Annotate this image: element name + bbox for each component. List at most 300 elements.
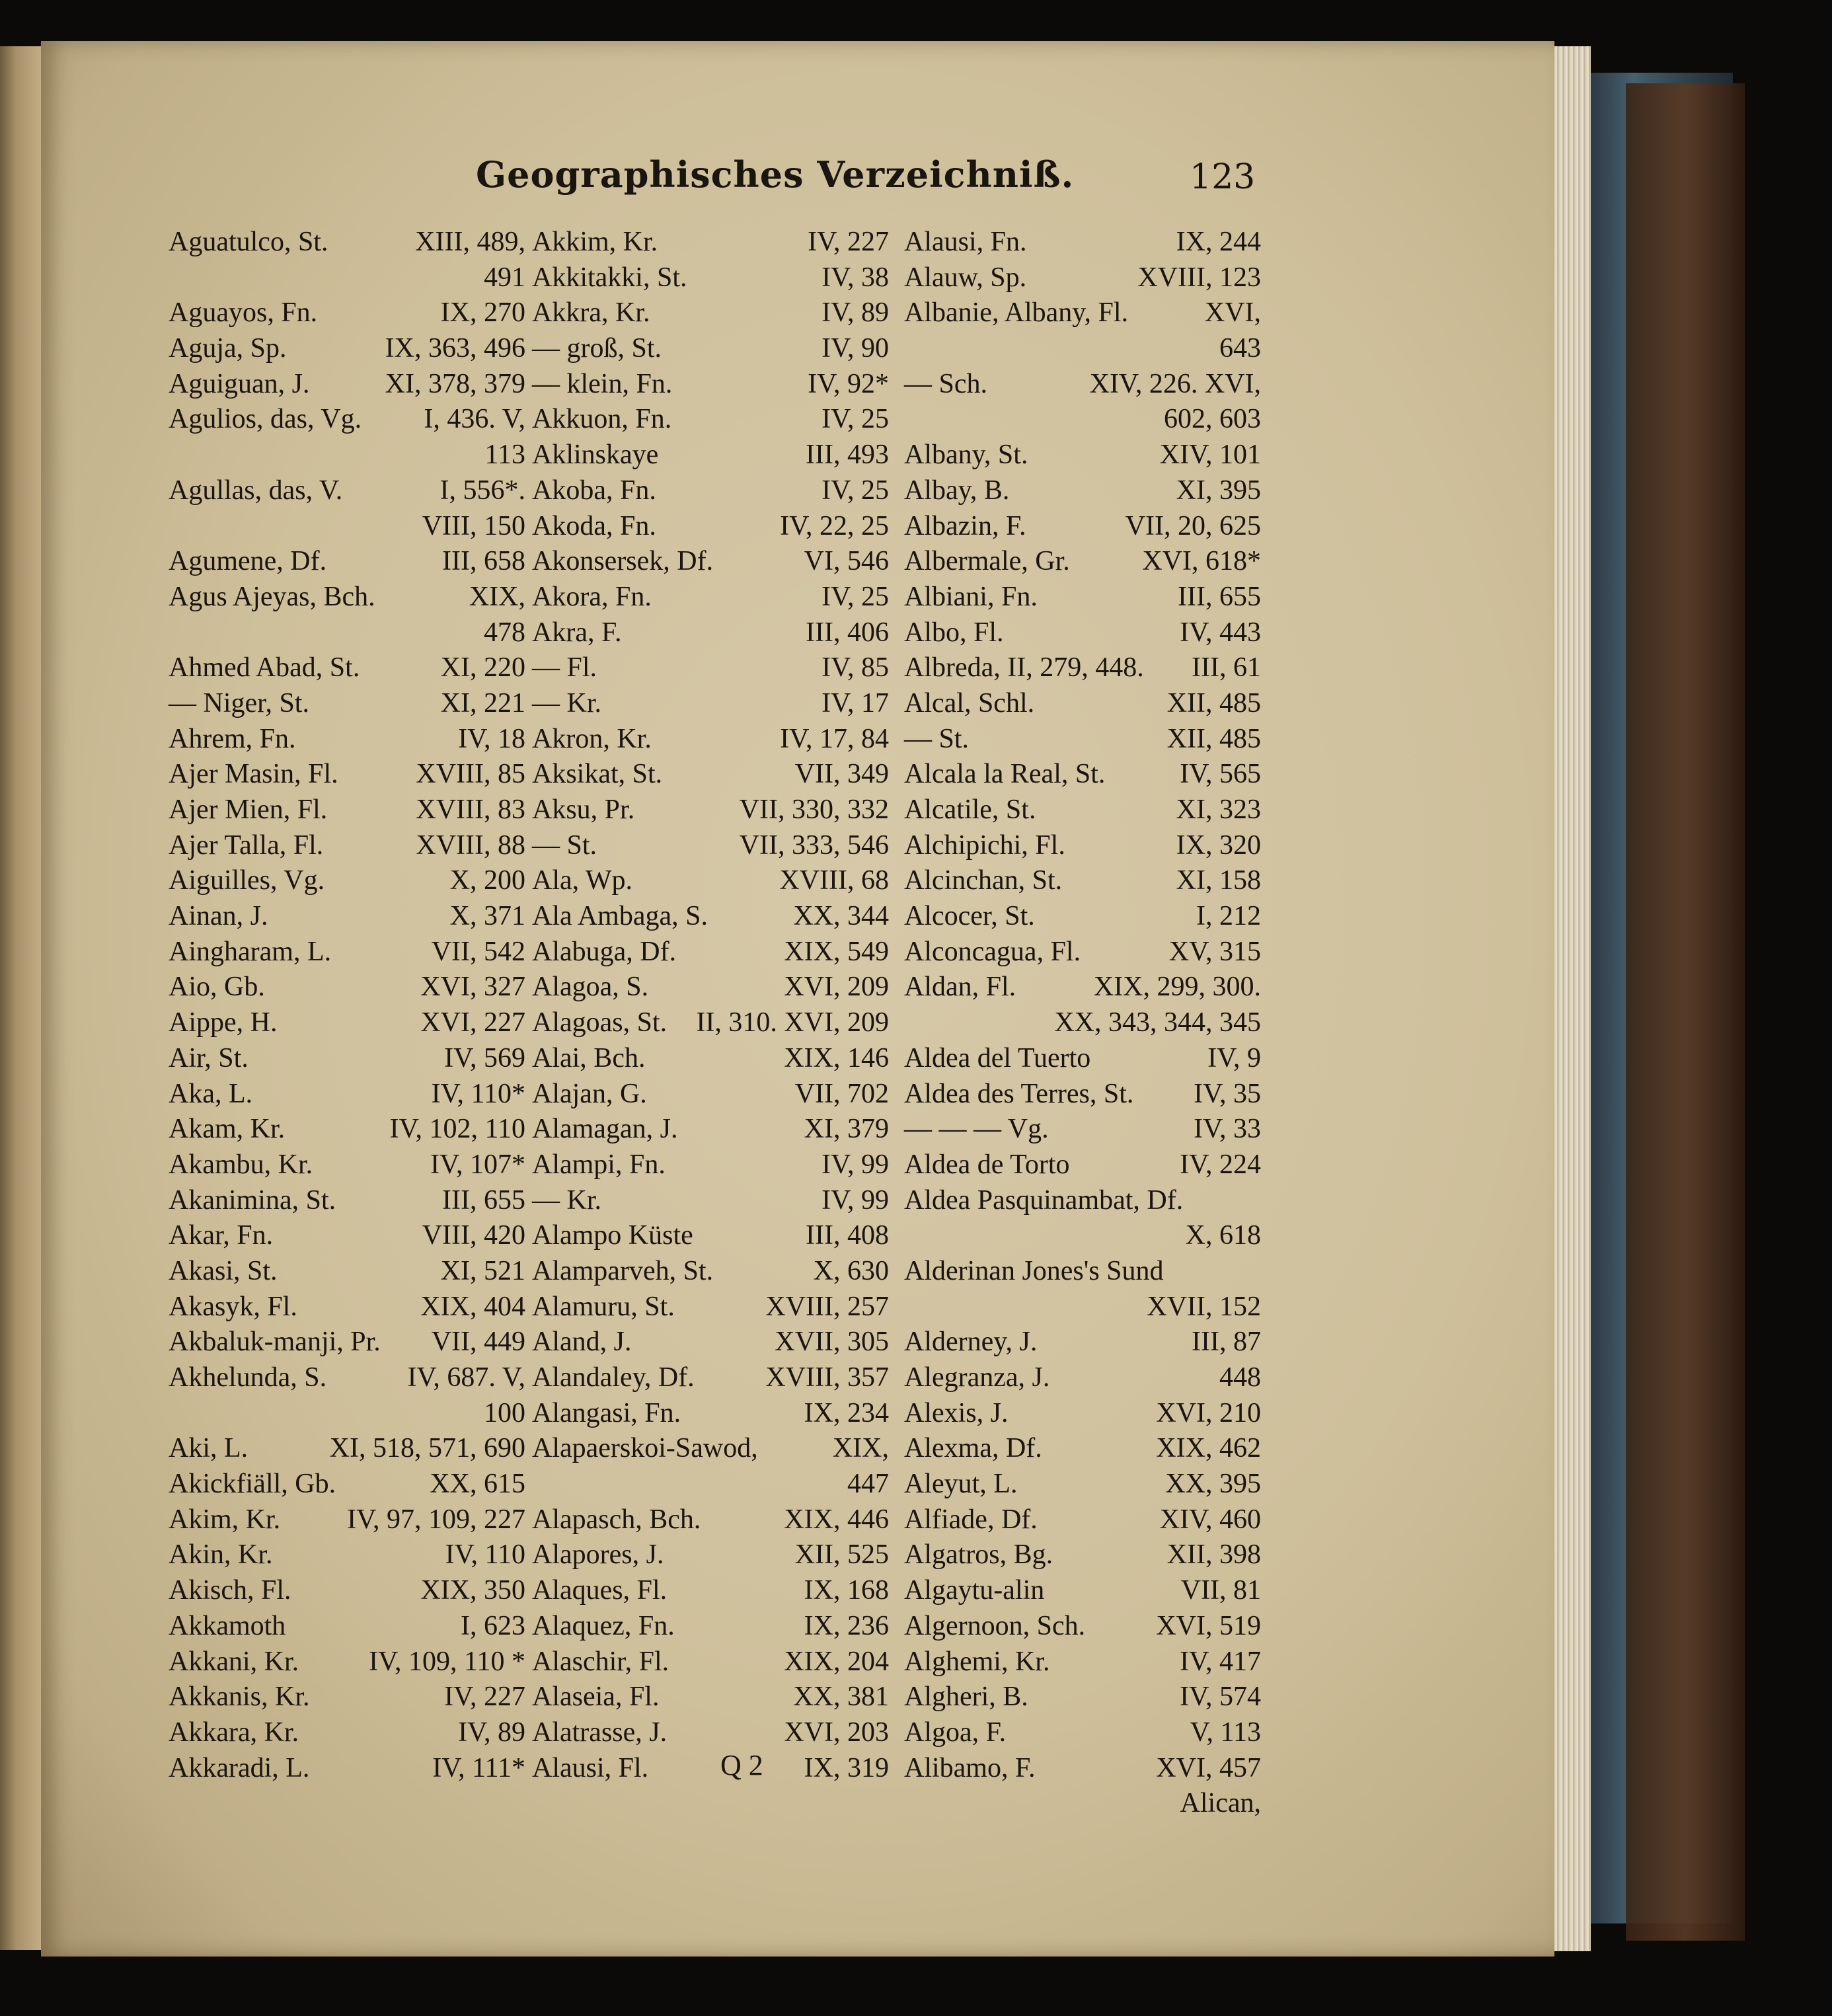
entry-reference: IV, 565: [1180, 759, 1261, 790]
entry-name: Alderinan Jones's Sund: [904, 1255, 1164, 1286]
index-entry: [532, 260, 889, 296]
index-entry: [904, 970, 1261, 1005]
entry-name: Alausi, Fl.: [532, 1752, 649, 1783]
index-column-2: [532, 225, 889, 1786]
index-entry: [532, 1715, 889, 1751]
index-entry: [532, 1290, 889, 1325]
index-entry: [532, 1502, 889, 1538]
index-entry: [169, 1680, 525, 1715]
entry-reference: XII, 398: [1166, 1539, 1261, 1570]
index-entry: [169, 1290, 525, 1325]
entry-name: Alfiade, Df.: [904, 1504, 1038, 1535]
entry-name: Aguja, Sp.: [169, 333, 287, 364]
entry-reference: VII, 702: [794, 1078, 889, 1109]
entry-name: Ala, Wp.: [532, 865, 633, 896]
entry-reference: IX, 270: [440, 297, 525, 329]
index-entry: [904, 935, 1261, 970]
entry-name: Aiguilles, Vg.: [169, 865, 325, 896]
index-entry: [904, 1077, 1261, 1112]
entry-reference: XVI, 203: [784, 1717, 889, 1748]
index-entry: [169, 1005, 525, 1041]
entry-name: Akkamoth: [169, 1610, 286, 1641]
entry-reference: XVIII, 123: [1137, 262, 1261, 293]
entry-reference: IX, 363, 496: [385, 333, 525, 364]
entry-reference: XI, 518, 571, 690: [329, 1433, 525, 1464]
entry-name: Alapaerskoi-Sawod,: [532, 1433, 758, 1464]
index-entry: [169, 1537, 525, 1573]
entry-name: Akkara, Kr.: [169, 1717, 299, 1748]
entry-name: Albermale, Gr.: [904, 546, 1070, 577]
entry-name: Akkitakki, St.: [532, 262, 687, 293]
entry-name: Air, St.: [169, 1042, 248, 1073]
entry-reference: IV, 33: [1194, 1114, 1261, 1145]
index-entry: [532, 402, 889, 438]
entry-name: Aki, L.: [169, 1433, 248, 1464]
entry-name: Akbaluk-manji, Pr.: [169, 1327, 381, 1358]
entry-reference: XII, 485: [1166, 723, 1261, 754]
entry-name: Alamuru, St.: [532, 1291, 675, 1322]
index-entry: [169, 1396, 525, 1432]
index-entry: [532, 438, 889, 473]
entry-name: Alaquez, Fn.: [532, 1610, 675, 1641]
entry-reference: IX, 168: [804, 1575, 889, 1606]
entry-name: Agulios, das, Vg.: [169, 404, 362, 435]
index-entry: [169, 650, 525, 686]
entry-reference: XVIII, 68: [779, 865, 889, 896]
index-entry: [904, 1218, 1261, 1254]
entry-name: Alajan, G.: [532, 1078, 647, 1109]
entry-name: Akin, Kr.: [169, 1539, 273, 1570]
index-entry: [169, 1431, 525, 1467]
entry-name: Akkim, Kr.: [532, 227, 658, 257]
entry-reference: XVI, 327: [420, 972, 525, 1003]
entry-name: — — — Vg.: [904, 1114, 1049, 1145]
entry-name: Alghemi, Kr.: [904, 1646, 1050, 1677]
entry-reference: IV, 92*: [808, 368, 889, 399]
entry-name: Aldea de Torto: [904, 1149, 1070, 1180]
entry-reference: VII, 542: [431, 936, 525, 967]
entry-name: Ajer Masin, Fl.: [169, 759, 338, 790]
entry-reference: IV, 110*: [431, 1078, 525, 1109]
entry-reference: XVI,: [1204, 297, 1261, 329]
entry-reference: III, 406: [806, 617, 889, 648]
index-entry: [169, 1147, 525, 1183]
index-entry: [904, 438, 1261, 473]
index-entry: [532, 509, 889, 545]
index-entry: [169, 757, 525, 793]
index-entry: [532, 650, 889, 686]
index-entry: [532, 1218, 889, 1254]
index-entry: [532, 1680, 889, 1715]
entry-reference: XX, 615: [430, 1469, 525, 1500]
entry-name: Ahrem, Fn.: [169, 723, 296, 754]
entry-reference: XX, 343, 344, 345: [1054, 1007, 1261, 1038]
index-entry: [169, 1077, 525, 1112]
entry-reference: VI, 546: [804, 546, 889, 577]
entry-reference: XX, 381: [793, 1682, 889, 1713]
entry-name: Aland, J.: [532, 1327, 632, 1358]
index-entry: [169, 722, 525, 757]
index-entry: [532, 1147, 889, 1183]
entry-reference: VII, 333, 546: [739, 830, 889, 861]
entry-name: Alandaley, Df.: [532, 1362, 695, 1393]
entry-reference: II, 310. XVI, 209: [696, 1007, 889, 1038]
entry-name: Alibamo, F.: [904, 1752, 1036, 1783]
index-entry: [169, 1325, 525, 1360]
entry-reference: XVIII, 88: [416, 830, 525, 861]
entry-name: Albazin, F.: [904, 510, 1026, 541]
entry-reference: IV, 97, 109, 227: [347, 1504, 525, 1535]
entry-reference: XIX, 462: [1156, 1433, 1261, 1464]
index-entry: [532, 899, 889, 935]
entry-name: Alatrasse, J.: [532, 1717, 668, 1748]
index-entry: [904, 1325, 1261, 1360]
entry-name: Akonsersek, Df.: [532, 546, 714, 577]
entry-name: Albiani, Fn.: [904, 581, 1038, 612]
entry-reference: IV, 25: [821, 404, 889, 435]
index-entry: [532, 544, 889, 580]
entry-reference: IV, 227: [444, 1682, 525, 1713]
index-entry: [904, 1537, 1261, 1573]
index-entry: [904, 1431, 1261, 1467]
index-entry: [904, 1609, 1261, 1645]
index-entry: [904, 899, 1261, 935]
entry-reference: IV, 22, 25: [780, 510, 889, 541]
entry-reference: 602, 603: [1164, 404, 1261, 435]
entry-reference: I, 623: [461, 1610, 525, 1641]
index-entry: [904, 1680, 1261, 1715]
entry-name: Akkani, Kr.: [169, 1646, 299, 1677]
entry-name: Ala Ambaga, S.: [532, 901, 708, 932]
entry-reference: IV, 35: [1194, 1078, 1261, 1109]
index-entry: [532, 1183, 889, 1219]
entry-name: Akhelunda, S.: [169, 1362, 327, 1393]
entry-name: Akambu, Kr.: [169, 1149, 313, 1180]
entry-name: Alagoa, S.: [532, 972, 649, 1003]
entry-reference: XVIII, 257: [765, 1291, 889, 1322]
index-entry: [904, 1041, 1261, 1077]
index-entry: [904, 615, 1261, 651]
entry-reference: XVI, 457: [1156, 1752, 1261, 1783]
index-entry: [904, 686, 1261, 722]
index-entry: [169, 1645, 525, 1680]
entry-name: Akkaradi, L.: [169, 1752, 310, 1783]
entry-name: Aguatulco, St.: [169, 227, 328, 257]
entry-reference: IV, 110: [445, 1539, 525, 1570]
entry-name: — Sch.: [904, 368, 987, 399]
index-entry: [904, 260, 1261, 296]
entry-reference: III, 658: [442, 546, 525, 577]
entry-name: Akoba, Fn.: [532, 475, 656, 506]
entry-reference: XIV, 101: [1159, 440, 1261, 471]
index-entry: [904, 1112, 1261, 1147]
entry-reference: IV, 443: [1180, 617, 1261, 648]
index-entry: [169, 1360, 525, 1396]
entry-reference: IX, 236: [804, 1610, 889, 1641]
index-entry: [169, 1609, 525, 1645]
entry-name: Alabuga, Df.: [532, 936, 677, 967]
entry-name: Albo, Fl.: [904, 617, 1004, 648]
entry-name: Akra, F.: [532, 617, 622, 648]
entry-name: Akar, Fn.: [169, 1220, 274, 1251]
entry-name: — Kr.: [532, 687, 601, 718]
entry-name: Aksu, Pr.: [532, 795, 635, 825]
entry-reference: XI, 220: [440, 652, 525, 683]
entry-reference: XIX, 350: [420, 1575, 525, 1606]
entry-name: Algernoon, Sch.: [904, 1610, 1086, 1641]
entry-reference: XVIII, 83: [416, 795, 525, 825]
entry-reference: XIX,: [469, 581, 525, 612]
index-entry: [904, 1183, 1261, 1219]
entry-name: Agumene, Df.: [169, 546, 327, 577]
index-entry: [904, 793, 1261, 828]
entry-name: Aldea des Terres, St.: [904, 1078, 1134, 1109]
entry-name: Alegranza, J.: [904, 1362, 1050, 1393]
entry-reference: 447: [847, 1469, 889, 1500]
index-entry: [169, 1715, 525, 1751]
index-entry: [169, 1254, 525, 1290]
entry-name: Alaques, Fl.: [532, 1575, 668, 1606]
index-entry: [532, 615, 889, 651]
index-entry: [169, 331, 525, 367]
entry-reference: XVII, 305: [775, 1327, 889, 1358]
index-entry: [532, 970, 889, 1005]
index-entry: [532, 1254, 889, 1290]
index-entry: [169, 1218, 525, 1254]
index-entry: [904, 828, 1261, 864]
index-entry: [532, 757, 889, 793]
index-entry: [904, 580, 1261, 615]
entry-reference: IV, 227: [808, 227, 889, 257]
index-entry: [904, 1254, 1261, 1290]
index-entry: [904, 722, 1261, 757]
index-entry: [169, 438, 525, 473]
entry-name: Ajer Mien, Fl.: [169, 795, 328, 825]
entry-reference: IV, 99: [821, 1184, 889, 1216]
entry-reference: IV, 109, 110 *: [369, 1646, 525, 1677]
entry-name: Aleyut, L.: [904, 1469, 1018, 1500]
entry-reference: XVI, 519: [1156, 1610, 1261, 1641]
entry-reference: IV, 25: [821, 581, 889, 612]
index-entry: [904, 1290, 1261, 1325]
entry-reference: IV, 99: [821, 1149, 889, 1180]
index-entry: [532, 828, 889, 864]
entry-reference: IV, 17, 84: [780, 723, 889, 754]
entry-reference: X, 200: [449, 865, 525, 896]
entry-reference: III, 61: [1192, 652, 1261, 683]
entry-reference: IV, 38: [821, 262, 889, 293]
entry-name: Akasi, St.: [169, 1255, 278, 1286]
running-title: Geographisches Verzeichniß.: [476, 153, 1075, 196]
index-entry: [532, 935, 889, 970]
entry-name: — Fl.: [532, 652, 597, 683]
entry-reference: XVI, 209: [784, 972, 889, 1003]
entry-name: Aldea del Tuerto: [904, 1042, 1091, 1073]
entry-reference: IV, 417: [1180, 1646, 1261, 1677]
entry-name: Alampo Küste: [532, 1220, 693, 1251]
entry-reference: XIX, 446: [784, 1504, 889, 1535]
index-entry: [904, 1645, 1261, 1680]
index-entry: [532, 1041, 889, 1077]
entry-reference: XIX, 204: [784, 1646, 889, 1677]
entry-name: Akkanis, Kr.: [169, 1682, 310, 1713]
index-entry: [169, 367, 525, 403]
index-entry: [904, 1467, 1261, 1502]
entry-name: Aippe, H.: [169, 1007, 278, 1038]
entry-name: Aguiguan, J.: [169, 368, 310, 399]
entry-name: Akanimina, St.: [169, 1184, 336, 1216]
entry-name: — St.: [904, 723, 970, 754]
entry-reference: XX, 395: [1165, 1469, 1261, 1500]
entry-name: Alaseia, Fl.: [532, 1682, 660, 1713]
entry-reference: IV, 90: [821, 333, 889, 364]
entry-reference: VII, 449: [431, 1327, 525, 1358]
entry-reference: XVI, 618*: [1142, 546, 1261, 577]
entry-name: Agullas, das, V.: [169, 475, 343, 506]
index-entry: [904, 367, 1261, 403]
index-entry: [532, 1467, 889, 1502]
entry-name: — groß, St.: [532, 333, 662, 364]
entry-reference: III, 655: [442, 1184, 525, 1216]
entry-name: Alcala la Real, St.: [904, 759, 1106, 790]
index-entry: [169, 295, 525, 331]
index-entry: [169, 1041, 525, 1077]
entry-reference: 448: [1219, 1362, 1261, 1393]
entry-reference: IX, 319: [804, 1752, 889, 1783]
entry-name: Alcal, Schl.: [904, 687, 1035, 718]
index-entry: [169, 899, 525, 935]
index-entry: [904, 1502, 1261, 1538]
entry-reference: XI, 395: [1176, 475, 1261, 506]
entry-reference: XIV, 460: [1159, 1504, 1261, 1535]
entry-name: — klein, Fn.: [532, 368, 673, 399]
entry-name: Ainan, J.: [169, 901, 268, 932]
entry-reference: IV, 89: [458, 1717, 525, 1748]
entry-reference: IV, 25: [821, 475, 889, 506]
index-entry: [532, 1431, 889, 1467]
entry-name: Algatros, Bg.: [904, 1539, 1053, 1570]
index-entry: [169, 863, 525, 899]
index-entry: [532, 1645, 889, 1680]
index-column-3: [904, 225, 1261, 1822]
index-entry: [532, 1112, 889, 1147]
entry-reference: IX, 234: [804, 1397, 889, 1428]
entry-reference: IV, 85: [821, 652, 889, 683]
entry-name: Algaytu-alin: [904, 1575, 1045, 1606]
entry-name: Alaschir, Fl.: [532, 1646, 669, 1677]
entry-reference: VIII, 420: [422, 1220, 525, 1251]
entry-reference: X, 371: [449, 901, 525, 932]
index-entry: [169, 402, 525, 438]
index-entry: [904, 331, 1261, 367]
entry-reference: XVIII, 357: [765, 1362, 889, 1393]
entry-reference: VII, 81: [1180, 1575, 1261, 1606]
index-entry: [904, 1005, 1261, 1041]
entry-name: Ahmed Abad, St.: [169, 652, 360, 683]
index-entry: [169, 580, 525, 615]
index-entry: [169, 686, 525, 722]
index-entry: [169, 793, 525, 828]
entry-reference: IV, 9: [1207, 1042, 1261, 1073]
entry-reference: XI, 323: [1176, 795, 1261, 825]
index-entry: [532, 225, 889, 260]
entry-reference: X, 630: [813, 1255, 889, 1286]
entry-reference: XII, 525: [794, 1539, 889, 1570]
entry-reference: Alican,: [1180, 1788, 1261, 1819]
entry-reference: 643: [1219, 333, 1261, 364]
entry-reference: XIX, 146: [784, 1042, 889, 1073]
entry-reference: III, 493: [806, 440, 889, 471]
index-entry: [169, 225, 525, 260]
entry-reference: I, 436. V,: [424, 404, 525, 435]
entry-name: Albay, B.: [904, 475, 1010, 506]
entry-reference: I, 212: [1196, 901, 1261, 932]
index-entry: [532, 1077, 889, 1112]
index-entry: [532, 1751, 889, 1787]
entry-name: — Kr.: [532, 1184, 601, 1216]
entry-reference: IV, 569: [444, 1042, 525, 1073]
entry-reference: IV, 574: [1180, 1682, 1261, 1713]
entry-name: Albany, St.: [904, 440, 1028, 471]
entry-name: Akkuon, Fn.: [532, 404, 672, 435]
entry-name: Akim, Kr.: [169, 1504, 281, 1535]
index-entry: [169, 509, 525, 545]
entry-reference: VII, 20, 625: [1125, 510, 1261, 541]
entry-reference: XIX,: [832, 1433, 889, 1464]
entry-reference: XI, 521: [440, 1255, 525, 1286]
index-entry: [532, 722, 889, 757]
entry-reference: VIII, 150: [422, 510, 525, 541]
entry-reference: IX, 320: [1176, 830, 1261, 861]
index-entry: [904, 863, 1261, 899]
entry-reference: IV, 224: [1180, 1149, 1261, 1180]
entry-reference: XIII, 489,: [415, 227, 525, 257]
entry-reference: III, 87: [1192, 1327, 1261, 1358]
index-entry: [532, 473, 889, 509]
index-entry: [169, 970, 525, 1005]
index-entry: [532, 863, 889, 899]
entry-reference: XIX, 299, 300.: [1093, 972, 1261, 1003]
index-entry: [532, 1537, 889, 1573]
index-entry: [169, 1751, 525, 1787]
entry-reference: XIV, 226. XVI,: [1089, 368, 1261, 399]
index-entry: [169, 828, 525, 864]
entry-reference: IV, 17: [821, 687, 889, 718]
entry-name: Alauw, Sp.: [904, 262, 1027, 293]
index-entry: [532, 1325, 889, 1360]
index-entry: [532, 580, 889, 615]
entry-name: Alchipichi, Fl.: [904, 830, 1065, 861]
entry-name: Alcocer, St.: [904, 901, 1035, 932]
index-entry: [904, 1715, 1261, 1751]
entry-name: Albanie, Albany, Fl.: [904, 297, 1129, 329]
entry-name: Aksikat, St.: [532, 759, 663, 790]
index-entry: [169, 1112, 525, 1147]
index-entry: [532, 367, 889, 403]
index-entry: [169, 1183, 525, 1219]
index-entry: [169, 935, 525, 970]
index-entry: [169, 1573, 525, 1609]
entry-reference: IV, 89: [821, 297, 889, 329]
index-entry: [169, 473, 525, 509]
index-entry: [169, 615, 525, 651]
index-entry: [904, 225, 1261, 260]
entry-reference: X, 618: [1185, 1220, 1261, 1251]
entry-reference: 491: [484, 262, 525, 293]
index-entry: [532, 1573, 889, 1609]
entry-name: Aio, Gb.: [169, 972, 265, 1003]
index-entry: [904, 1573, 1261, 1609]
